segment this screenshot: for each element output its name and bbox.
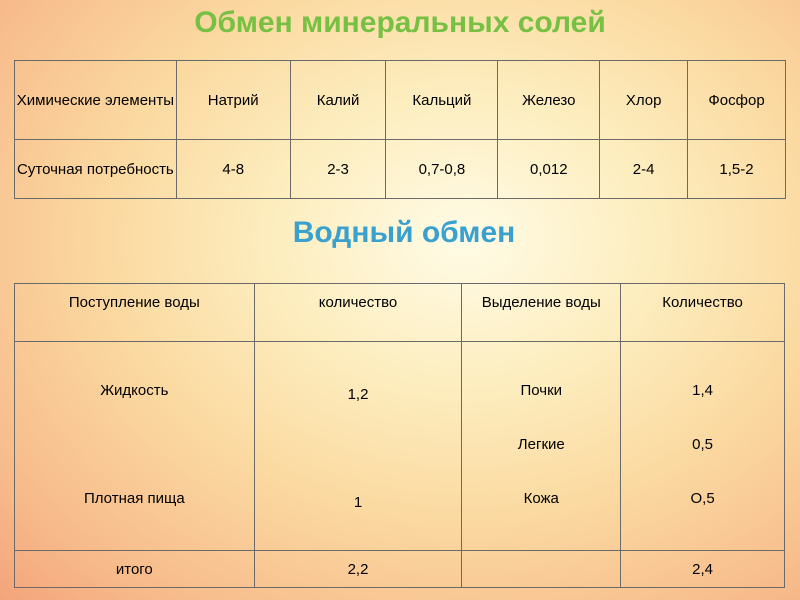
value-cell: 2-4 [600,140,688,199]
water-title: Водный обмен [292,216,516,249]
header-cell: Поступление воды [15,284,255,342]
intake-amount: 1 [353,494,363,511]
value-cell: 4-8 [176,140,290,199]
output-amount: 0,5 [692,436,714,453]
minerals-title: Обмен минеральных солей [194,6,606,39]
value-cell: 0,7-0,8 [386,140,498,199]
minerals-data-row [15,140,786,199]
intake-amounts-cell [254,342,462,551]
minerals-header-row [15,61,786,140]
water-header-row [15,284,785,342]
value-cell: 1,5-2 [688,140,786,199]
header-cell: Хлор [600,61,688,140]
output-amount: О,5 [690,490,715,507]
total-label-cell: итого [15,551,255,588]
header-cell: Выделение воды [462,284,621,342]
header-cell: Железо [498,61,600,140]
output-amounts-cell [621,342,785,551]
intake-source: Плотная пища [83,490,185,507]
water-total-row [15,551,785,588]
row-label-cell: Суточная потребность [15,140,177,199]
intake-source: Жидкость [100,382,169,399]
empty-cell [462,551,621,588]
minerals-table [14,60,786,199]
header-cell: количество [254,284,462,342]
output-source: Легкие [517,436,565,453]
value-cell: 2-3 [290,140,386,199]
output-sources-cell [462,342,621,551]
intake-sources-cell [15,342,255,551]
header-cell: Фосфор [688,61,786,140]
water-table [14,283,785,588]
water-body-row [15,342,785,551]
header-cell: Количество [621,284,785,342]
header-cell: Кальций [386,61,498,140]
output-source: Почки [520,382,563,399]
output-source: Кожа [523,490,559,507]
value-cell: 0,012 [498,140,600,199]
output-amount: 1,4 [692,382,714,399]
total-intake-cell: 2,2 [254,551,462,588]
header-cell: Калий [290,61,386,140]
header-cell: Натрий [176,61,290,140]
header-cell: Химические элементы [15,61,177,140]
total-output-cell: 2,4 [621,551,785,588]
intake-amount: 1,2 [347,386,369,403]
